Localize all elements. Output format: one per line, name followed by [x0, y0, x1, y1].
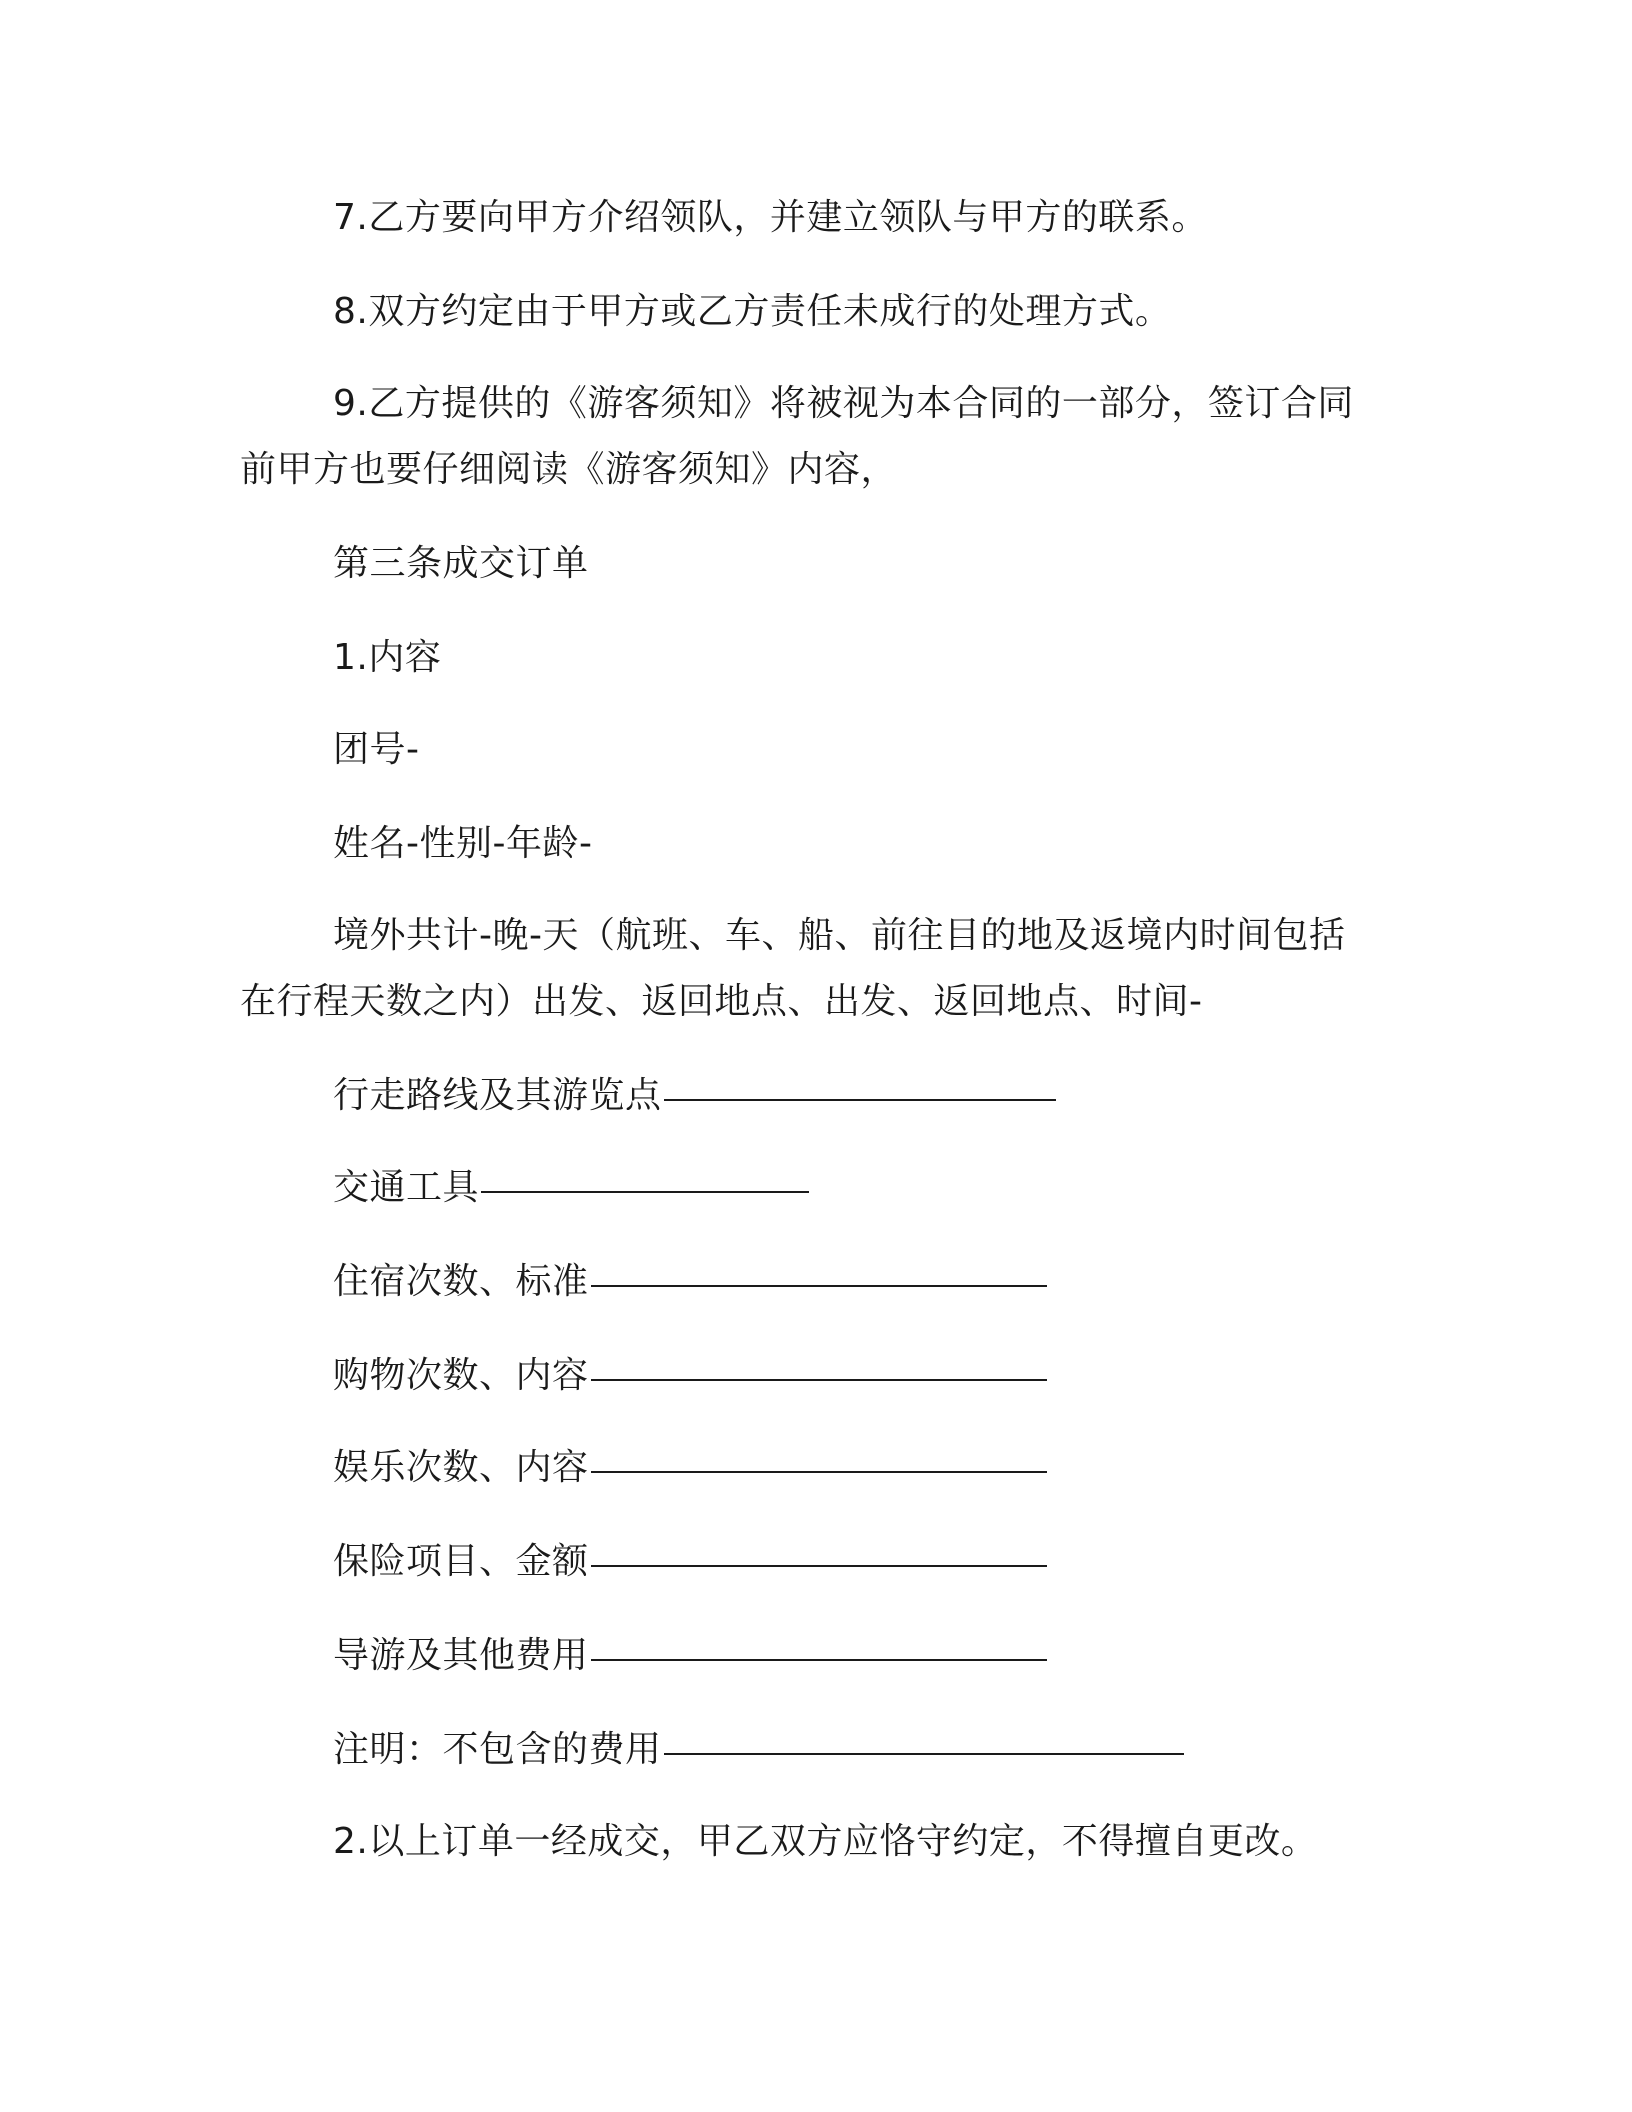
article-3-title: 第三条成交订单	[333, 543, 589, 584]
group-number-field: 团号-	[333, 729, 420, 770]
entertainment-field	[333, 1446, 1047, 1490]
guide-fees-field-blank	[591, 1659, 1047, 1661]
lodging-field-label: 住宿次数、标准	[333, 1261, 589, 1302]
entertainment-field-label: 娱乐次数、内容	[333, 1447, 589, 1488]
shopping-field	[333, 1354, 1047, 1398]
excluded-fees-field-blank	[664, 1753, 1184, 1755]
route-field	[333, 1074, 1056, 1118]
shopping-field-label: 购物次数、内容	[333, 1355, 589, 1396]
name-gender-age-field: 姓名-性别-年龄-	[333, 823, 593, 864]
insurance-field-blank	[591, 1565, 1047, 1567]
insurance-field	[333, 1540, 1047, 1584]
entertainment-field-blank	[591, 1471, 1047, 1473]
clause-item-9-line-1: 9.乙方提供的《游客须知》将被视为本合同的一部分，签订合同	[333, 383, 1354, 424]
transport-field-label: 交通工具	[333, 1167, 480, 1208]
shopping-field-blank	[591, 1379, 1047, 1381]
route-field-blank	[664, 1099, 1056, 1101]
excluded-fees-field-label: 注明：不包含的费用	[333, 1729, 662, 1770]
guide-fees-field-label: 导游及其他费用	[333, 1635, 589, 1676]
overseas-trip-line-1: 境外共计-晚-天（航班、车、船、前往目的地及返境内时间包括	[333, 915, 1346, 956]
clause-item-8: 8.双方约定由于甲方或乙方责任未成行的处理方式。	[333, 291, 1172, 332]
lodging-field-blank	[591, 1285, 1047, 1287]
route-field-label: 行走路线及其游览点	[333, 1075, 662, 1116]
clause-item-7: 7.乙方要向甲方介绍领队，并建立领队与甲方的联系。	[333, 197, 1208, 238]
insurance-field-label: 保险项目、金额	[333, 1541, 589, 1582]
transport-field	[333, 1166, 809, 1210]
excluded-fees-field	[333, 1728, 1184, 1772]
clause-item-9-line-2: 前甲方也要仔细阅读《游客须知》内容，	[240, 449, 898, 490]
section-1-title: 1.内容	[333, 637, 442, 678]
overseas-trip-line-2: 在行程天数之内）出发、返回地点、出发、返回地点、时间-	[240, 981, 1203, 1022]
guide-fees-field	[333, 1634, 1047, 1678]
transport-field-blank	[481, 1191, 809, 1193]
clause-item-2: 2.以上订单一经成交，甲乙双方应恪守约定，不得擅自更改。	[333, 1821, 1318, 1862]
lodging-field	[333, 1260, 1047, 1304]
